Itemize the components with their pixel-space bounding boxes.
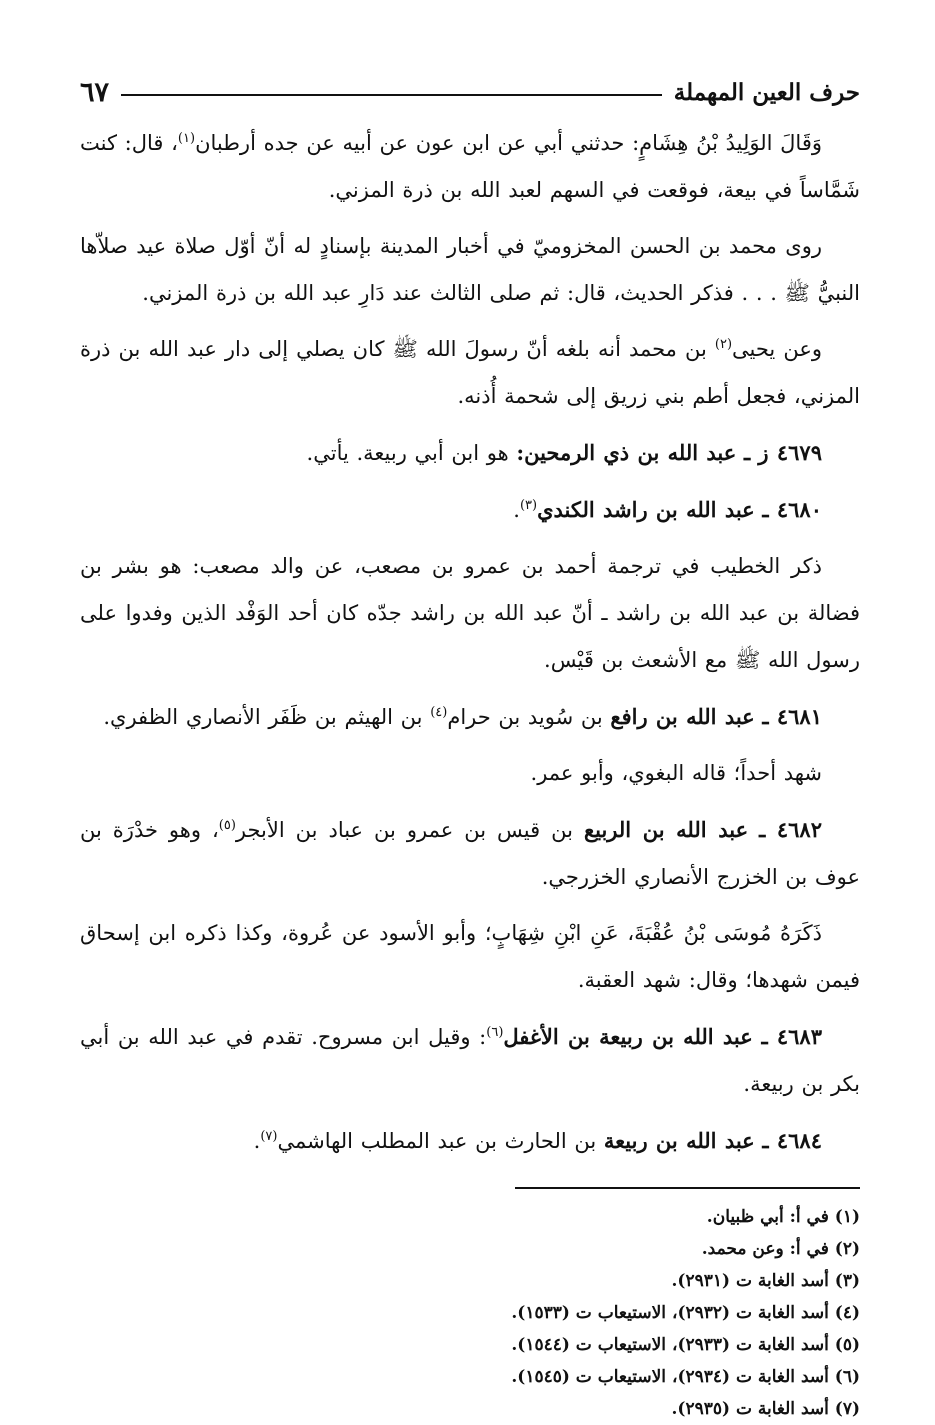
footnote-4: (٤) أسد الغابة ت (٢٩٣٢)، الاستيعاب ت (١٥٣٣).	[511, 1303, 860, 1323]
running-head	[80, 70, 860, 114]
entry-number: ٤٦٨٢ ـ	[759, 817, 822, 842]
paragraph-musa: ذَكَرَهُ مُوسَى بْنُ عُقْبَةَ، عَنِ ابْنِ شِهَابٍ؛ وأبو الأسود عن عُروة، وكذا ذكره ابن إسحاق فيمن شهدها؛ وقال: شهد العقبة.	[80, 921, 860, 992]
footnote-divider	[515, 1187, 860, 1189]
footnote-2: (٢) في أ: وعن محمد.	[701, 1239, 860, 1259]
entry-name: عبد الله بن رافع	[610, 704, 755, 729]
entry-4682: ٤٦٨٢ ـ عبد الله بن الربيع بن قيس بن عمرو بن عباد بن الأبجر$^{(٥)}$، وهو خدْرَة بن عوف بن الخزرج الأنصاري الخزرجي.	[80, 817, 860, 889]
footnote-5: (٥) أسد الغابة ت (٢٩٣٣)، الاستيعاب ت (١٥٤٤).	[511, 1335, 860, 1355]
entry-number: ٤٦٧٩ ز ـ	[743, 440, 822, 465]
footnote-ref-6[interactable]: (٦)	[486, 1025, 504, 1040]
main-text	[80, 120, 860, 1165]
footnote-3: (٣) أسد الغابة ت (٢٩٣١).	[671, 1271, 860, 1291]
entry-name: عبد الله بن ربيعة	[603, 1128, 755, 1153]
entry-number: ٤٦٨٤ ـ	[762, 1128, 822, 1153]
paragraph-khatib: ذكر الخطيب في ترجمة أحمد بن عمرو بن مصعب، عن والد مصعب: هو بشر بن فضالة بن عبد الله بن راشد ـ أنّ عبد الله بن راشد جدّه كان أحد الوَفْد الذين وفدوا على رسول الله ﷺ مع الأشعث بن قَيْس.	[80, 554, 860, 672]
header-rule	[121, 94, 662, 96]
entry-number: ٤٦٨١ ـ	[762, 704, 822, 729]
running-title: حرف العين المهملة	[673, 78, 860, 106]
entry-name: عبد الله بن ذي الرمحين:	[516, 440, 737, 465]
paragraph-uhud: شهد أحداً؛ قاله البغوي، وأبو عمر.	[530, 761, 822, 785]
entry-4683: ٤٦٨٣ ـ عبد الله بن ربيعة بن الأغفل$^{(٦)}$: وقيل ابن مسروح. تقدم في عبد الله بن أبي بكر بن ربيعة.	[80, 1024, 860, 1096]
entry-4679: ٤٦٧٩ ز ـ عبد الله بن ذي الرمحين: هو ابن أبي ربيعة. يأتي.	[306, 440, 822, 465]
entry-name: عبد الله بن راشد الكندي	[537, 497, 755, 522]
paragraph-walid: وَقَالَ الوَلِيدُ بْنُ هِشَامٍ: حدثني أبي عن ابن عون عن أبيه عن جده أرطبان$^{(١)}$، قال: كنت شَمَّاساً في بيعة، فوقعت في السهم لعبد الله بن ذرة المزني.	[80, 131, 860, 202]
entry-4680: ٤٦٨٠ ـ عبد الله بن راشد الكندي$^{(٣)}$.	[513, 497, 822, 522]
footnote-ref-3[interactable]: (٣)	[519, 498, 538, 513]
footnote-ref-7[interactable]: (٧)	[260, 1129, 278, 1144]
page-number: ٦٧	[80, 76, 110, 108]
entry-name: عبد الله بن الربيع	[583, 817, 749, 842]
entry-4681: ٤٦٨١ ـ عبد الله بن رافع بن سُويد بن حرام$^{(٤)}$ بن الهيثم بن ظَفَر الأنصاري الظفري.	[103, 704, 822, 729]
footnotes	[80, 1201, 860, 1425]
footnote-7: (٧) أسد الغابة ت (٢٩٣٥).	[671, 1399, 860, 1419]
entry-4684: ٤٦٨٤ ـ عبد الله بن ربيعة بن الحارث بن عبد المطلب الهاشمي$^{(٧)}$.	[253, 1128, 822, 1153]
paragraph-makhzumi: روى محمد بن الحسن المخزوميّ في أخبار المدينة بإسنادٍ له أنّ أوّل صلاة عيد صلاّها النبيُّ ﷺ . . . فذكر الحديث، قال: ثم صلى الثالث عند دَارِ عبد الله بن ذرة المزني.	[80, 234, 860, 305]
paragraph-yahya: وعن يحيى$^{(٢)}$ بن محمد أنه بلغه أنّ رسولَ الله ﷺ كان يصلي إلى دار عبد الله بن ذرة المزني، فجعل أطم بني زريق إلى شحمة أُذنه.	[80, 337, 860, 408]
footnote-1: (١) في أ: أبي ظبيان.	[706, 1207, 860, 1227]
entry-number: ٤٦٨٠ ـ	[762, 497, 822, 522]
footnote-ref-5[interactable]: (٥)	[218, 818, 236, 833]
footnote-6: (٦) أسد الغابة ت (٢٩٣٤)، الاستيعاب ت (١٥٤٥).	[511, 1367, 860, 1387]
entry-name: عبد الله بن ربيعة بن الأغفل	[503, 1024, 753, 1049]
footnote-ref-2[interactable]: (٢)	[714, 337, 733, 352]
footnote-ref-1[interactable]: (١)	[177, 131, 196, 146]
entry-number: ٤٦٨٣ ـ	[761, 1024, 822, 1049]
footnote-ref-4[interactable]: (٤)	[430, 705, 448, 720]
